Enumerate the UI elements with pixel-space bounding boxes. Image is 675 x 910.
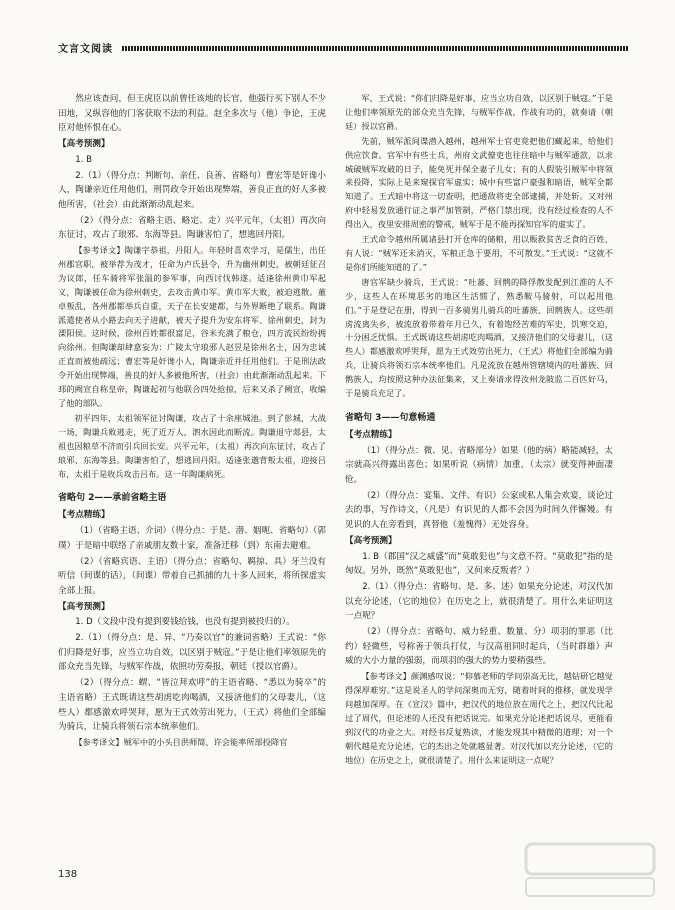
answer-paragraph: 1. B（郡国“汉之威盛”而“莫敢犯也”与文意不符。“莫敢犯”指的是匈奴。另外，既然“莫敢犯也”，又何来反叛者？） — [345, 551, 613, 577]
section-heading: 省略句 2——承前省略主语 — [58, 493, 167, 504]
section-tag: 【考点精练】 — [345, 429, 397, 440]
answer-paragraph: 然应该查问，但王虎臣以前曾任该地的长官，他强行买下别人不少田地，又纵容他的门客获取不法的利益。赵全多次与（他）争论，王虎臣对他怀恨在心。 — [58, 94, 326, 134]
page-header — [58, 38, 628, 58]
answer-paragraph: 2.（1）（得分点：是、异、“乃奏以官”的兼词省略）王式说：“你们归降是好事，应当立功自效，以区别于贼寇。”于是让他们率领原先的部众充当先锋，与贼军作战，依照功劳奏报，朝廷（授以官爵）。 — [58, 633, 326, 673]
answer-paragraph: （2）（得分点：宴集、文伴、有识）公家或私人集会欢宴，谈论过去的事，写作诗文，（凡是）有识见的人都不会因为时间久伴懈嫚。有见识的人在旁看到，真替他（羞愧得）无处容身。 — [345, 490, 613, 531]
section-heading: 省略句 3——句意畅通 — [345, 412, 436, 423]
watermark-logo — [520, 838, 660, 900]
translation-paragraph: 军，王式说：“你们归降是好事，应当立功自效，以区别于贼寇。”于是让他们率领原先的部众充当先锋，与贼军作战，作战有功的，就奏请（朝廷）授以官爵。 — [345, 93, 613, 131]
right-column — [345, 92, 613, 862]
answer-paragraph: （2）（省略宾语、主语）（得分点：省略句、羁掠、具）牙兰没有听信（间谍的话），（间谍）带着自己抓捕的九十多人回来，将所探虚实全部上报。 — [58, 556, 326, 596]
section-tag: 【考点精练】 — [58, 510, 110, 521]
section-tag: 【高考预测】 — [58, 139, 110, 150]
answer-paragraph: （2）（得分点：省略主语、略定、走）兴平元年，（太祖）再次向东征讨，攻占了琅邪、东海等县。陶谦害怕了，想逃回丹阳。 — [58, 215, 326, 241]
left-column — [58, 92, 326, 862]
translation-paragraph: 唐官军缺少骑兵，王式说：“吐蕃、回鹘的降俘散发配到江淮的人不少，这些人在环境恶劣的地区生活惯了，熟悉鞍马骑射，可以起用他们。”于是登记在册，得到一百多骑男儿骑兵的吐蕃族、回鹘族人。这些胡虏流离失乡，被流放着带着年月已久，有着饱经苦难的军史，饥寒交迫，十分困乏忧惧。王式既请这些胡虏吃肉喝酒，又接济他们的父母妻儿，（这些人）都感激欢呼哭拜，愿为王式效劳出死力，（王式）将他们全部编为骑兵，让骑兵将领石宗本统率他们。凡是流放在越州管辖境内的吐蕃族、回鹘族人，均按照这种办法征集来，又上奏请求得汝州龙陂监二百匹好马，于是骑兵充足了。 — [345, 276, 613, 399]
answer-paragraph: （2）（得分点：蝟、“皆泣拜欢呼”的主语省略、“悉以为骑卒”的主语省略）王式既请这些胡虏吃肉喝酒，又接济他们的父母妻儿，（这些人）都感激欢呼哭拜，愿为王式效劳出死力，（王式）将他们全部编为骑兵，让骑兵将领石宗本统率他们。 — [58, 678, 326, 733]
translation-paragraph: 【参考译文】颜渊感叹说：“仰慕老师的学问崇高无比，越钻研它越觉得深厚难穷。”这是说圣人的学问深奥而无穷，随着时间的推移，就发现学问越加深厚。在《宣汉》篇中，把汉代的地位放在周代之上，把汉代比起过了周代，但论述的人还没有把话说完。如果充分论述把话说尽，更能看到汉代的功业之大。对经书反复熟读，才能发现其中精微的道理；对一个朝代越是充分论述，它的杰出之处就越显著。对汉代加以充分论述，（它的地位）在历史之上，就很清楚了。用什么来证明这一点呢？ — [345, 671, 613, 765]
answer-paragraph: 1. D（文段中没有提到要钱给钱，也没有提到被投归的）。 — [75, 617, 295, 628]
answer-paragraph: （2）（得分点：省略句、威力轻重、数量、分）项羽的罪恶（比约）轻微些，号称善于领兵打仗，与汉高祖同时起兵，（当时群雄）声威的大小力量的强弱，而项羽的强大的势力要稍强些。 — [345, 627, 613, 667]
translation-paragraph: 王式命令越州所属诸县打开仓库的储粮，用以赈救贫苦乏食的百姓，有人说：“贼军还未消灭，军粮正急于要用，不可散发。”王式说：“这就不是你们所能知道的了。” — [345, 234, 613, 272]
translation-paragraph: 【参考译文】贼军中的小头目洪师简、许会能率所部投降官 — [74, 736, 288, 747]
translation-paragraph: 先前，贼军派间谍潜入越州，越州军士官吏竟把他们藏起来，给他们供应饮食。官军中有些士兵，州府文武僚吏也往往暗中与贼军通款，以求城破贼军攻破的日子，能免死并保全妻子儿女；有的人假装引贼军中将领来投降，实际上是来窥探官军虚实；城中有些富户豪强和暗语，贼军全都知道了。王式暗中将这一切查明，把通敌将吏全部逮捕，并处斩。又对州府中轻易发放通行证之事严加管制，严格门禁出现，没有经过检查的人不得出入，夜里安排周密的警戒，贼军于是不能再探知官军的虚实了。 — [345, 135, 613, 230]
answer-paragraph: 1. B — [75, 154, 93, 165]
translation-paragraph: 【参考译文】陶谦字恭祖，丹阳人。年轻时喜欢学习，是儒生，出任州郡官职，被举荐为茂才，任命为卢氏县令，升为幽州刺史，被朝廷征召为议郎，任车骑将军张温的参军事，向西讨伐韩遂。适逢徐州黄巾军起义，陶谦被任命为徐州刺史，去攻击黄巾军。黄巾军大败，被迫逃散。董卓叛乱，各州郡都举兵自重，天子在长安建都，与外界断绝了联系。陶谦派遣使者从小路去向天子进献，被天子提升为安东将军、徐州刺史，封为溧阳侯。这时候，徐州百姓都很富足，谷米充满了粮仓，四方流民纷纷拥向徐州。但陶谦却肆意妄为：广陵太守琅邪人赵昱是徐州名士，因为忠诚正直而被他疏远；曹宏等是奸谗小人，陶谦亲近并任用他们。于是刑法政令开始出现弊端，善良的好人多被他所害，（社会）由此渐渐动乱起来。下邳的阙宣自称皇帝，陶谦起初与他联合四处抢掠，后来又杀了阙宣，收编了他的部队。 — [58, 245, 326, 408]
section-tag: 【高考预测】 — [58, 601, 110, 612]
header-rule — [122, 46, 628, 51]
section-title: 文言文阅读 — [58, 44, 113, 55]
section-tag: 【高考预测】 — [345, 535, 397, 546]
answer-paragraph: 2.（1）（得分点：省略句、是、多、述）如果充分论述，对汉代加以充分论述，（它的地位）在历史之上，就很清楚了。用什么来证明这一点呢？ — [345, 581, 613, 622]
translation-paragraph: 初平四年，太祖领军征讨陶谦，攻占了十余座城池。到了彭城，大战一场，陶谦兵败逃走，死了近万人，泗水因此而断流。陶谦退守郯县，太祖也因粮草不济而引兵回长安。兴平元年，（太祖）再次向东征讨，攻占了琅邪、东海等县。陶谦害怕了，想逃回丹阳。适逢张邈背叛太祖，迎接吕布，太祖于是收兵攻击吕布。这一年陶谦病死。 — [58, 412, 326, 479]
answer-paragraph: （1）（省略主语、介词）（得分点：于是、潜、姻呃、省略句）（郭璞）于是暗中联络了亲戚朋友数十家，准备迁移（到）东南去避难。 — [58, 526, 326, 551]
page-number: 138 — [58, 869, 78, 880]
answer-paragraph: （1）（得分点：微、见、省略部分）如果（他的病）略能减轻，太宗就高兴得露出喜色；如果听说（病情）加重，（太宗）就变得神面凄怆。 — [345, 445, 613, 486]
answer-paragraph: 2.（1）（得分点：判断句、亲任、良善、省略句）曹宏等是奸谗小人，陶谦亲近任用他们，刑罚政令开始出现弊端，善良正直的好人多被他所害，（社会）由此渐渐动乱起来。 — [58, 170, 326, 210]
